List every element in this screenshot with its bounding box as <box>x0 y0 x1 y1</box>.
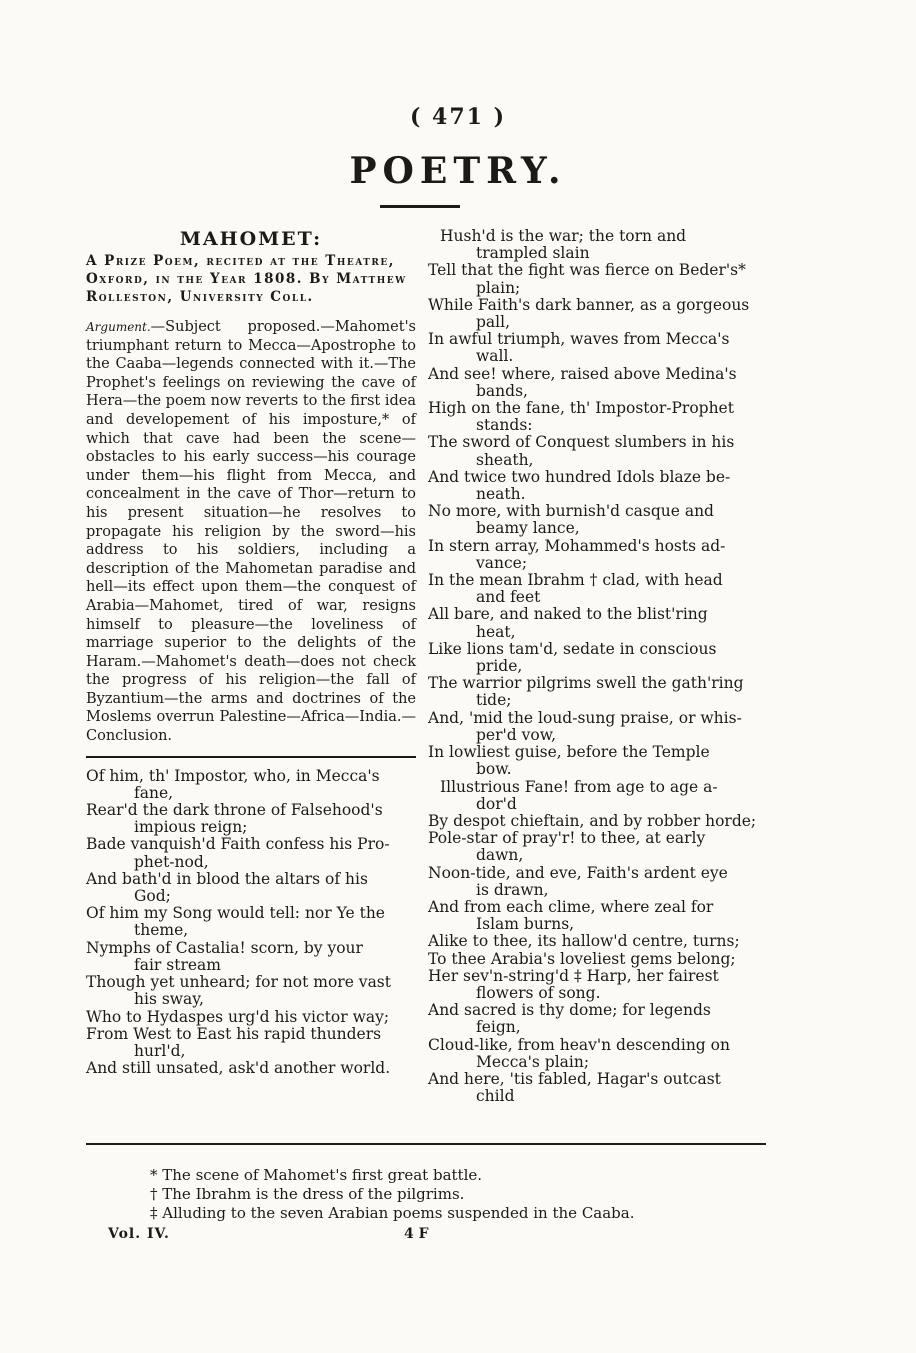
verse-line <box>428 933 768 950</box>
verse-line-text: And twice two hundred Idols blaze be- <box>428 467 731 486</box>
verse-line-continuation: Islam burns, <box>476 915 575 934</box>
verse-line-text: And still unsated, ask'd another world. <box>86 1059 391 1078</box>
verse-line-continuation: impious reign; <box>134 818 248 837</box>
verse-line <box>428 813 768 830</box>
verse-line <box>428 572 768 606</box>
verse-line-text: In awful triumph, waves from Mecca's <box>428 330 730 349</box>
verse-line-continuation: sheath, <box>476 450 534 469</box>
section-title: POETRY. <box>349 150 567 192</box>
verse-line-text: Rear'd the dark throne of Falsehood's <box>86 801 383 820</box>
verse-line <box>86 802 416 836</box>
footnote-2: † The Ibrahm is the dress of the pilgrims. <box>150 1185 465 1203</box>
verse-line <box>428 1071 768 1105</box>
verse-line <box>428 899 768 933</box>
verse-line <box>428 434 768 468</box>
verse-line-text: Of him my Song would tell: nor Ye the <box>86 904 385 923</box>
verse-line-text: Bade vanquish'd Faith confess his Pro- <box>86 835 390 854</box>
verse-line-text: Hush'd is the war; the torn and <box>440 227 687 245</box>
verse-line <box>428 331 768 365</box>
verse-line <box>428 366 768 400</box>
verse-line-text: In lowliest guise, before the Temple <box>428 743 710 762</box>
verse-line <box>428 538 768 572</box>
verse-line-continuation: trampled slain <box>476 244 590 263</box>
verse-line-continuation: plain; <box>476 278 521 297</box>
title-divider <box>380 205 460 208</box>
footnotes <box>150 1166 770 1223</box>
verse-line-continuation: God; <box>134 887 171 906</box>
verse-line-continuation: neath. <box>476 485 526 504</box>
page-number: ( 471 ) <box>409 104 507 130</box>
verse-line-continuation: pall, <box>476 313 511 332</box>
verse-line-continuation: Mecca's plain; <box>476 1052 590 1071</box>
verse-line <box>428 400 768 434</box>
verse-line <box>428 297 768 331</box>
verse-line-continuation: wall. <box>476 347 514 366</box>
argument-divider <box>86 756 416 758</box>
verse-line-text: The warrior pilgrims swell the gath'ring <box>428 674 744 693</box>
verse-line-continuation: per'd vow, <box>476 725 557 744</box>
verse-left <box>86 768 416 1078</box>
verse-line-text: Illustrious Fane! from age to age a- <box>440 777 718 796</box>
verse-line-continuation: tide; <box>476 691 512 710</box>
verse-line <box>86 768 416 802</box>
verse-line-text: Pole-star of pray'r! to thee, at early <box>428 829 706 848</box>
verse-line-text: And sacred is thy dome; for legends <box>428 1001 711 1020</box>
verse-line <box>428 641 768 675</box>
verse-line-continuation: beamy lance, <box>476 519 580 538</box>
verse-line-text: Though yet unheard; for not more vast <box>86 973 391 992</box>
verse-line <box>86 940 416 974</box>
verse-line-continuation: hurl'd, <box>134 1041 186 1060</box>
poem-subtitle: A Prize Poem, recited at the Theatre, Oxford, in the Year 1808. By Matthew Rolleston, University Coll. <box>86 253 407 305</box>
verse-line-text: Her sev'n-string'd ‡ Harp, her fairest <box>428 966 719 985</box>
verse-line <box>86 1026 416 1060</box>
verse-line <box>428 710 768 744</box>
poem-title: MAHOMET: <box>179 228 323 250</box>
verse-line-text: Tell that the fight was fierce on Beder's* <box>428 261 746 280</box>
poem-argument <box>86 318 416 746</box>
verse-line-continuation: heat, <box>476 622 516 641</box>
right-column <box>428 228 768 1105</box>
left-column <box>86 228 416 1077</box>
verse-line-continuation: stands: <box>476 416 533 435</box>
verse-line <box>86 871 416 905</box>
verse-line-text: The sword of Conquest slumbers in his <box>428 433 735 452</box>
verse-line-continuation: is drawn, <box>476 880 549 899</box>
volume-label: Vol. IV. <box>108 1226 170 1242</box>
verse-line-text: Who to Hydaspes urg'd his victor way; <box>86 1007 390 1026</box>
verse-line <box>428 1037 768 1071</box>
verse-line <box>428 675 768 709</box>
verse-line <box>428 503 768 537</box>
verse-line <box>428 951 768 968</box>
verse-line-continuation: pride, <box>476 657 523 676</box>
argument-text: —Subject proposed.—Mahomet's triumphant return to Mecca—Apostrophe to the Caaba—legends connected with it.—The Prophet's feelings on reviewing the cave of Hera—the poem now reverts to the first idea and developement of his imposture,* of which that cave had been the scene—obstacles to his early success—his courage under them—his flight from Mecca, and concealment in the cave of Thor—return to his present situation—he resolves to propagate his religion by the sword—his address to his soldiers, including a description of the Mahometan paradise and hell—its effect upon them—the conquest of Arabia—Mahomet, tired of war, resigns himself to pleasure—the loveliness of marriage superior to the delights of the Haram.—Mahomet's death—does not check the progress of his religion—the fall of Byzantium—the arms and doctrines of the Moslems overrun Palestine—Africa—India.—Conclusion. <box>86 319 416 745</box>
verse-line <box>428 865 768 899</box>
verse-line-text: High on the fane, th' Impostor-Prophet <box>428 399 734 418</box>
verse-line <box>428 469 768 503</box>
verse-line <box>428 606 768 640</box>
verse-line-text: From West to East his rapid thunders <box>86 1024 382 1043</box>
verse-line <box>428 968 768 1002</box>
footnote-3: ‡ Alluding to the seven Arabian poems suspended in the Caaba. <box>150 1204 635 1222</box>
verse-line <box>428 830 768 864</box>
verse-line <box>428 779 768 813</box>
verse-line-text: No more, with burnish'd casque and <box>428 502 714 521</box>
verse-line-continuation: flowers of song. <box>476 983 601 1002</box>
verse-line-text: Of him, th' Impostor, who, in Mecca's <box>86 766 380 785</box>
verse-line-continuation: vance; <box>476 553 528 572</box>
verse-line-continuation: dor'd <box>476 794 517 813</box>
verse-line-continuation: child <box>476 1087 515 1106</box>
verse-line-text: Cloud-like, from heav'n descending on <box>428 1035 730 1054</box>
verse-line-text: In the mean Ibrahm † clad, with head <box>428 571 723 590</box>
verse-line-continuation: phet-nod, <box>134 852 209 871</box>
verse-line-continuation: dawn, <box>476 846 524 865</box>
verse-line <box>86 836 416 870</box>
signature-mark: 4 F <box>404 1226 429 1242</box>
verse-line <box>428 1002 768 1036</box>
verse-line <box>86 974 416 1008</box>
verse-line-text: And bath'd in blood the altars of his <box>86 869 368 888</box>
verse-line-continuation: his sway, <box>134 990 204 1009</box>
verse-line-continuation: fair stream <box>134 955 221 974</box>
verse-line-continuation: bow. <box>476 760 512 779</box>
verse-line-text: Like lions tam'd, sedate in conscious <box>428 639 717 658</box>
verse-line-text: All bare, and naked to the blist'ring <box>428 605 708 624</box>
verse-right <box>428 228 768 1105</box>
verse-line-text: And here, 'tis fabled, Hagar's outcast <box>428 1069 721 1088</box>
footnote-1: * The scene of Mahomet's first great battle. <box>150 1166 483 1184</box>
verse-line-text: And from each clime, where zeal for <box>428 897 714 916</box>
verse-line-continuation: and feet <box>476 588 541 607</box>
verse-line-text: Alike to thee, its hallow'd centre, turns; <box>428 932 740 951</box>
footnote-divider <box>86 1143 766 1145</box>
verse-line-text: And, 'mid the loud-sung praise, or whis- <box>428 708 742 727</box>
verse-line-text: Noon-tide, and eve, Faith's ardent eye <box>428 863 728 882</box>
verse-line-continuation: bands, <box>476 381 528 400</box>
verse-line <box>428 262 768 296</box>
verse-line-text: By despot chieftain, and by robber horde; <box>428 811 757 830</box>
verse-line-text: In stern array, Mohammed's hosts ad- <box>428 536 726 555</box>
verse-line-continuation: theme, <box>134 921 189 940</box>
verse-line-text: And see! where, raised above Medina's <box>428 364 737 383</box>
verse-line <box>428 228 768 262</box>
argument-label: Argument. <box>86 320 151 334</box>
verse-line-continuation: fane, <box>134 783 174 802</box>
verse-line-continuation: feign, <box>476 1018 521 1037</box>
verse-line <box>86 1009 416 1026</box>
verse-line <box>428 744 768 778</box>
verse-line-text: While Faith's dark banner, as a gorgeous <box>428 295 750 314</box>
verse-line <box>86 905 416 939</box>
verse-line-text: Nymphs of Castalia! scorn, by your <box>86 938 363 957</box>
verse-line <box>86 1060 416 1077</box>
verse-line-text: To thee Arabia's loveliest gems belong; <box>428 949 736 968</box>
